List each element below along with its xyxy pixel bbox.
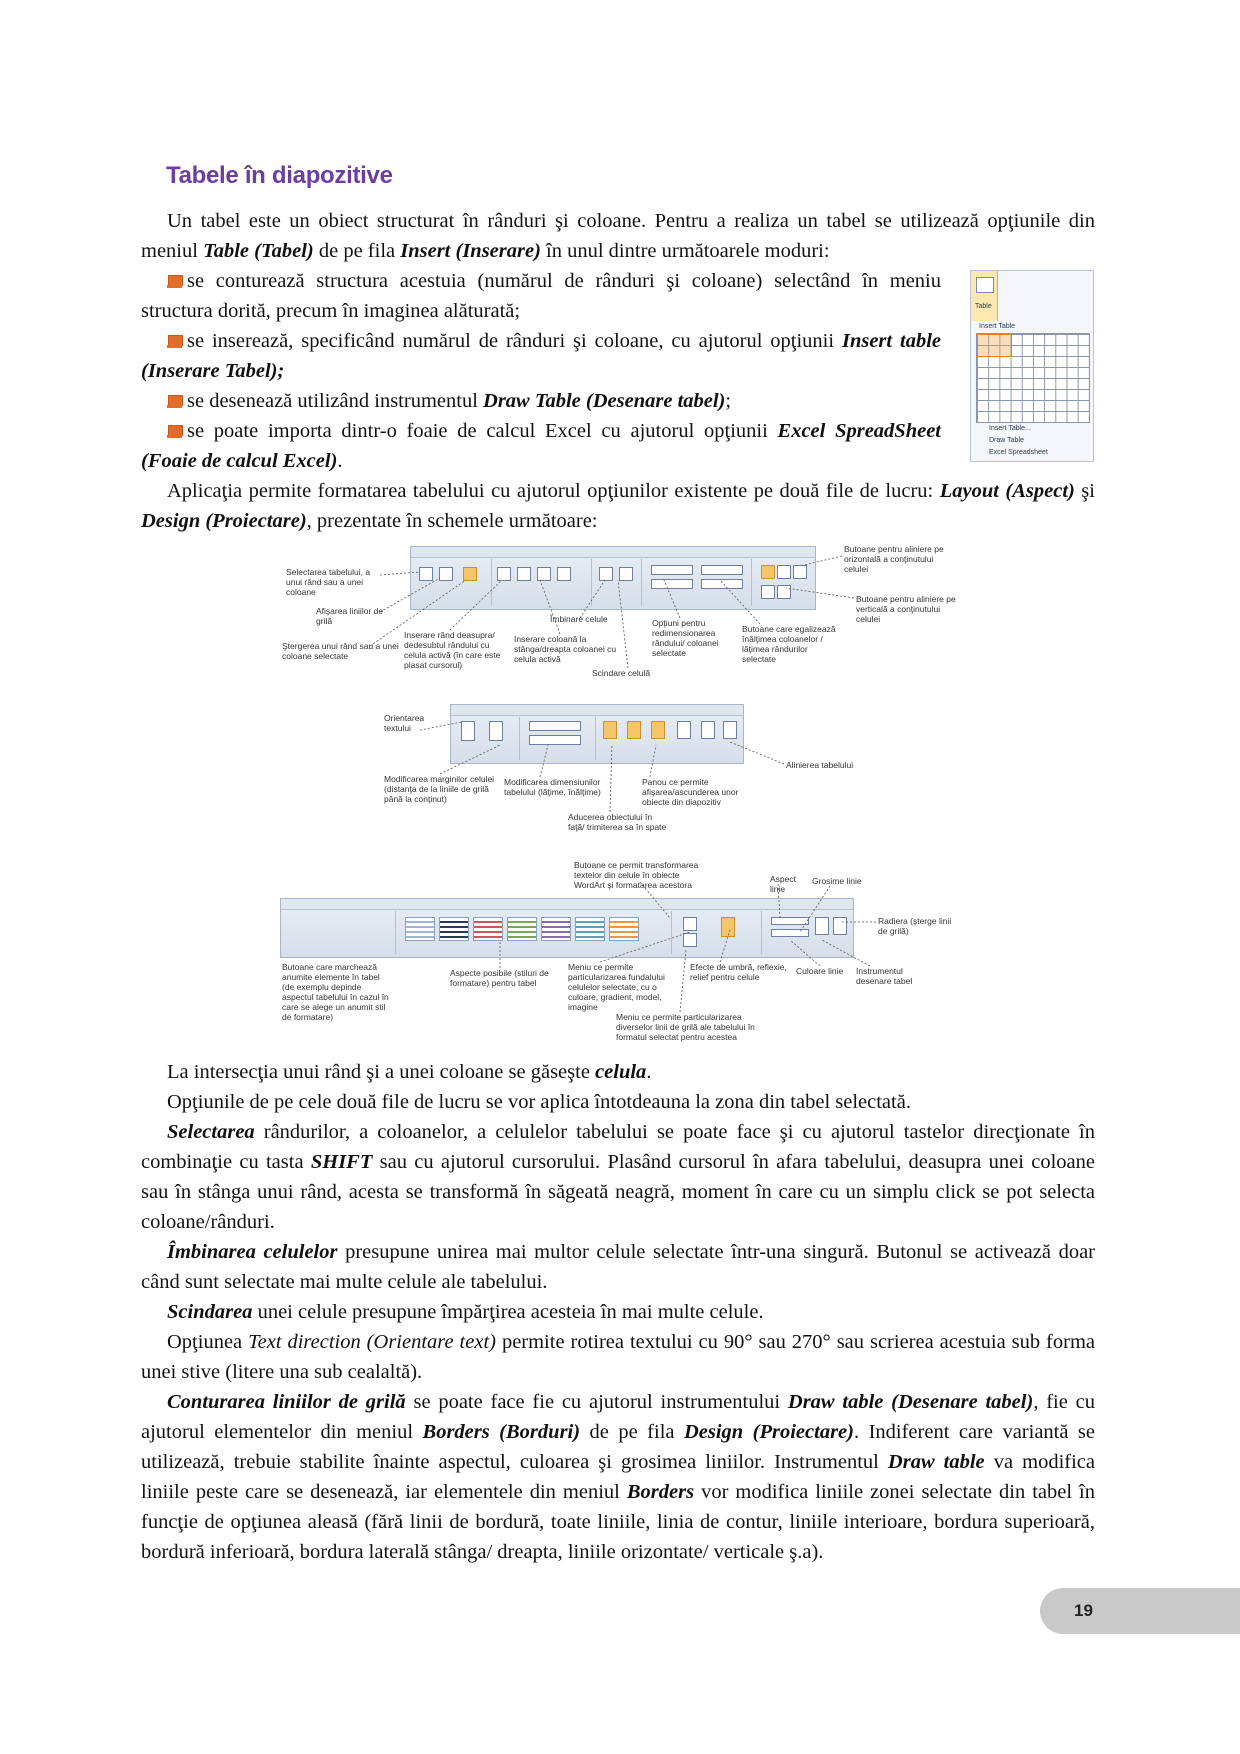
body-text: presupune unirea mai multor celule selectate într-una singură. Butonul se activează doar când sunt selectate mai multe celule ale tabelului. [141, 1241, 1095, 1293]
formatting-text: şi [1074, 480, 1095, 502]
paragraph-selection [141, 1117, 1095, 1237]
body-text: . Indiferent care variantă se utilizează, trebuie stabilite înainte aspectul, culoarea şi grosimea liniilor. Instrumentul [141, 1421, 1096, 1473]
body-text: unei celule presupune împărţirea acesteia în mai multe celule. [252, 1301, 764, 1323]
table-button-label: Table [975, 303, 992, 310]
caption-style-options: Butoane care marchează anumite elemente în tabel (de exemplu depinde aspectul tabelului în cazul în care se alege un anumit stil de formatare) [282, 962, 389, 1022]
caption-insert-column: Inserare coloană la stânga/dreapta coloanei cu celula activă [514, 634, 617, 664]
caption-delete: Ştergerea unui rând sau a unei coloane selectate [282, 641, 399, 661]
page-number: 19 [1074, 1601, 1093, 1620]
section-title: Tabele în diapozitive [166, 162, 393, 189]
body-text: permite rotirea textului cu 90° sau 270° sau scrierea acestuia sub forma unei stive (litere una sub cealaltă). [141, 1331, 1096, 1383]
paragraph-options [141, 1087, 1095, 1117]
body-emphasis: Text direction (Orientare text) [248, 1331, 496, 1353]
body-text: rândurilor, a coloanelor, a celulelor tabelului se poate face şi cu ajutorul tastelor direcţionate în combinaţie cu tasta [141, 1121, 1095, 1173]
body-emphasis: Borders (Borduri) [422, 1421, 581, 1443]
design-tab-name: Design (Proiectare) [141, 510, 307, 532]
caption-shading: Meniu ce permite particularizarea fundalului celulelor selectate, cu o culoare, gradient, model, imagine [568, 962, 665, 1012]
intro-text: în unul dintre următoarele moduri: [540, 240, 830, 262]
caption-align-vertical: Butoane pentru aliniere pe verticală a conţinutului celulei [856, 594, 956, 624]
formatting-text: Aplicaţia permite formatarea tabelului cu ajutorul opţiunilor existente pe două file de lucru: [167, 480, 940, 502]
intro-text: Un tabel este un obiect structurat în rânduri şi coloane. Pentru a realiza un tabel se utilizează opţiunile din meniul [141, 210, 1095, 262]
body-text: vor modifica liniile zonei selectate din tabel în funcţie de opţiunea aleasă (fără linii de bordură, toate liniile, linia de contur, liniile interioare, bordura superioară, bordură inferioară, bordura laterală stânga/ dreapta, liniile orizontate/ verticale ş.a). [141, 1481, 1096, 1563]
caption-table-align: Alinierea tabelului [786, 760, 854, 770]
body-text: se poate face fie cu ajutorul instrumentului [405, 1391, 788, 1413]
caption-borders: Meniu ce permite particularizarea diverselor linii de grilă ale tabelului în formatul selectat pentru acestea [616, 1012, 755, 1042]
caption-effects: Efecte de umbră, reflexie, relief pentru celule [690, 962, 787, 982]
caption-distribute: Butoane care egalizează înălţimea coloanelor / lăţimea rândurilor selectate [742, 624, 836, 664]
intro-insert-tab: Insert (Inserare) [400, 240, 541, 262]
caption-align-horizontal: Butoane pentru aliniere pe orizontală a conţinutului celulei [844, 544, 944, 574]
caption-draw-table: Instrumentul desenare tabel [856, 966, 913, 986]
bullet-text: ; [725, 390, 732, 412]
body-text: Opţiunile de pe cele două file de lucru se vor aplica întotdeauna la zona din tabel selectată. [167, 1091, 911, 1113]
formatting-text: , prezentate în schemele următoare: [306, 510, 598, 532]
caption-select: Selectarea tabelului, a unui rând sau a unei coloane [286, 567, 371, 597]
paragraph-text-direction [141, 1327, 1095, 1387]
body-text: . [646, 1061, 652, 1083]
bullet-text: se conturează structura acestuia (numărul de rânduri şi coloane) selectând în meniu structura dorită, precum în imaginea alăturată; [141, 270, 941, 322]
caption-eraser: Radiera (şterge linii de grilă) [878, 916, 952, 936]
paragraph-cell [141, 1057, 1095, 1087]
body-emphasis: Selectarea [167, 1121, 255, 1143]
bullet-emphasis: Excel SpreadSheet (Foaie de calcul Excel) [141, 420, 941, 472]
body-emphasis: Scindarea [167, 1301, 253, 1323]
bullet-emphasis: Draw Table (Desenare tabel) [483, 390, 726, 412]
body-text: , fie cu ajutorul elementelor din meniul [141, 1391, 1095, 1443]
caption-text-direction: Orientarea textului [384, 713, 425, 733]
menu-item-insert-table: Insert Table... [989, 425, 1031, 432]
menu-item-excel-spreadsheet: Excel Spreadsheet [989, 449, 1048, 456]
caption-table-size: Modificarea dimensiunilor tabelului (lăţime, înălţime) [504, 777, 601, 797]
bullet-text: se poate importa dintr-o foaie de calcul Excel cu ajutorul opţiunii [187, 420, 778, 442]
body-emphasis: celula [595, 1061, 647, 1083]
body-emphasis: Îmbinarea celulelor [167, 1241, 338, 1263]
insert-table-header: Insert Table [979, 323, 1016, 330]
caption-cell-margins: Modificarea marginilor celulei (distanţa de la liniile de grilă până la conţinut) [384, 774, 495, 804]
paragraph-split [141, 1297, 1095, 1327]
caption-selection-pane: Panou ce permite afişarea/ascunderea unor obiecte din diapozitiv [642, 777, 739, 807]
caption-table-styles: Aspecte posibile (stiluri de formatare) pentru tabel [450, 968, 549, 988]
body-text: de pe fila [580, 1421, 684, 1443]
body-emphasis: Conturarea liniilor de grilă [167, 1391, 406, 1413]
caption-pen-weight: Grosime linie [812, 876, 862, 886]
caption-insert-row: Inserare rând deasupra/ dedesubtul rândului cu celula activă (în care este plasat cursorul) [404, 630, 501, 670]
body-emphasis: Draw table (Desenare tabel) [787, 1391, 1034, 1413]
caption-resize: Opţiuni pentru redimensionarea rândului/ coloanei selectate [652, 618, 719, 658]
body-text: va modifica liniile peste care se desenează, iar elementele din meniul [141, 1451, 1095, 1503]
body-emphasis: Design (Proiectare) [683, 1421, 854, 1443]
body-emphasis: SHIFT [310, 1151, 373, 1173]
menu-item-draw-table: Draw Table [989, 437, 1024, 444]
body-emphasis: Draw table [887, 1451, 985, 1473]
intro-table-menu: Table (Tabel) [203, 240, 314, 262]
caption-split: Scindare celulă [592, 668, 651, 678]
body-text: Opţiunea [167, 1331, 249, 1353]
paragraph-merge [141, 1237, 1095, 1297]
body-emphasis: Borders [626, 1481, 695, 1503]
caption-wordart: Butoane ce permit transformarea textelor din celule în obiecte WordArt şi formatarea acestora [574, 860, 699, 890]
bullet-emphasis: Insert table (Inserare Tabel); [141, 330, 941, 382]
caption-arrange: Aducerea obiectului în faţă/ trimiterea sa în spate [568, 812, 667, 832]
bullet-text: se desenează utilizând instrumentul [187, 390, 484, 412]
caption-gridlines: Afişarea liniilor de grilă [316, 606, 384, 626]
caption-pen-color: Culoare linie [796, 966, 844, 976]
page-number-tab [1040, 1588, 1240, 1634]
caption-merge: Îmbinare celule [550, 614, 608, 624]
body-text: La intersecţia unui rând şi a unei coloane se găseşte [167, 1061, 596, 1083]
layout-tab-name: Layout (Aspect) [939, 480, 1075, 502]
paragraph-gridlines [141, 1387, 1095, 1567]
intro-text: de pe fila [313, 240, 401, 262]
caption-pen-style: Aspect linie [770, 874, 796, 894]
bullet-text: . [337, 450, 343, 472]
body-text: sau cu ajutorul cursorului. Plasând cursorul în afara tabelului, deasupra unei coloane sau în stânga unui rând, acesta se transformă în săgeată neagră, moment în care cu un simplu click se pot selecta coloane/rânduri. [141, 1151, 1095, 1233]
bullet-text: se inserează, specificând numărul de rânduri şi coloane, cu ajutorul opţiunii [187, 330, 842, 352]
